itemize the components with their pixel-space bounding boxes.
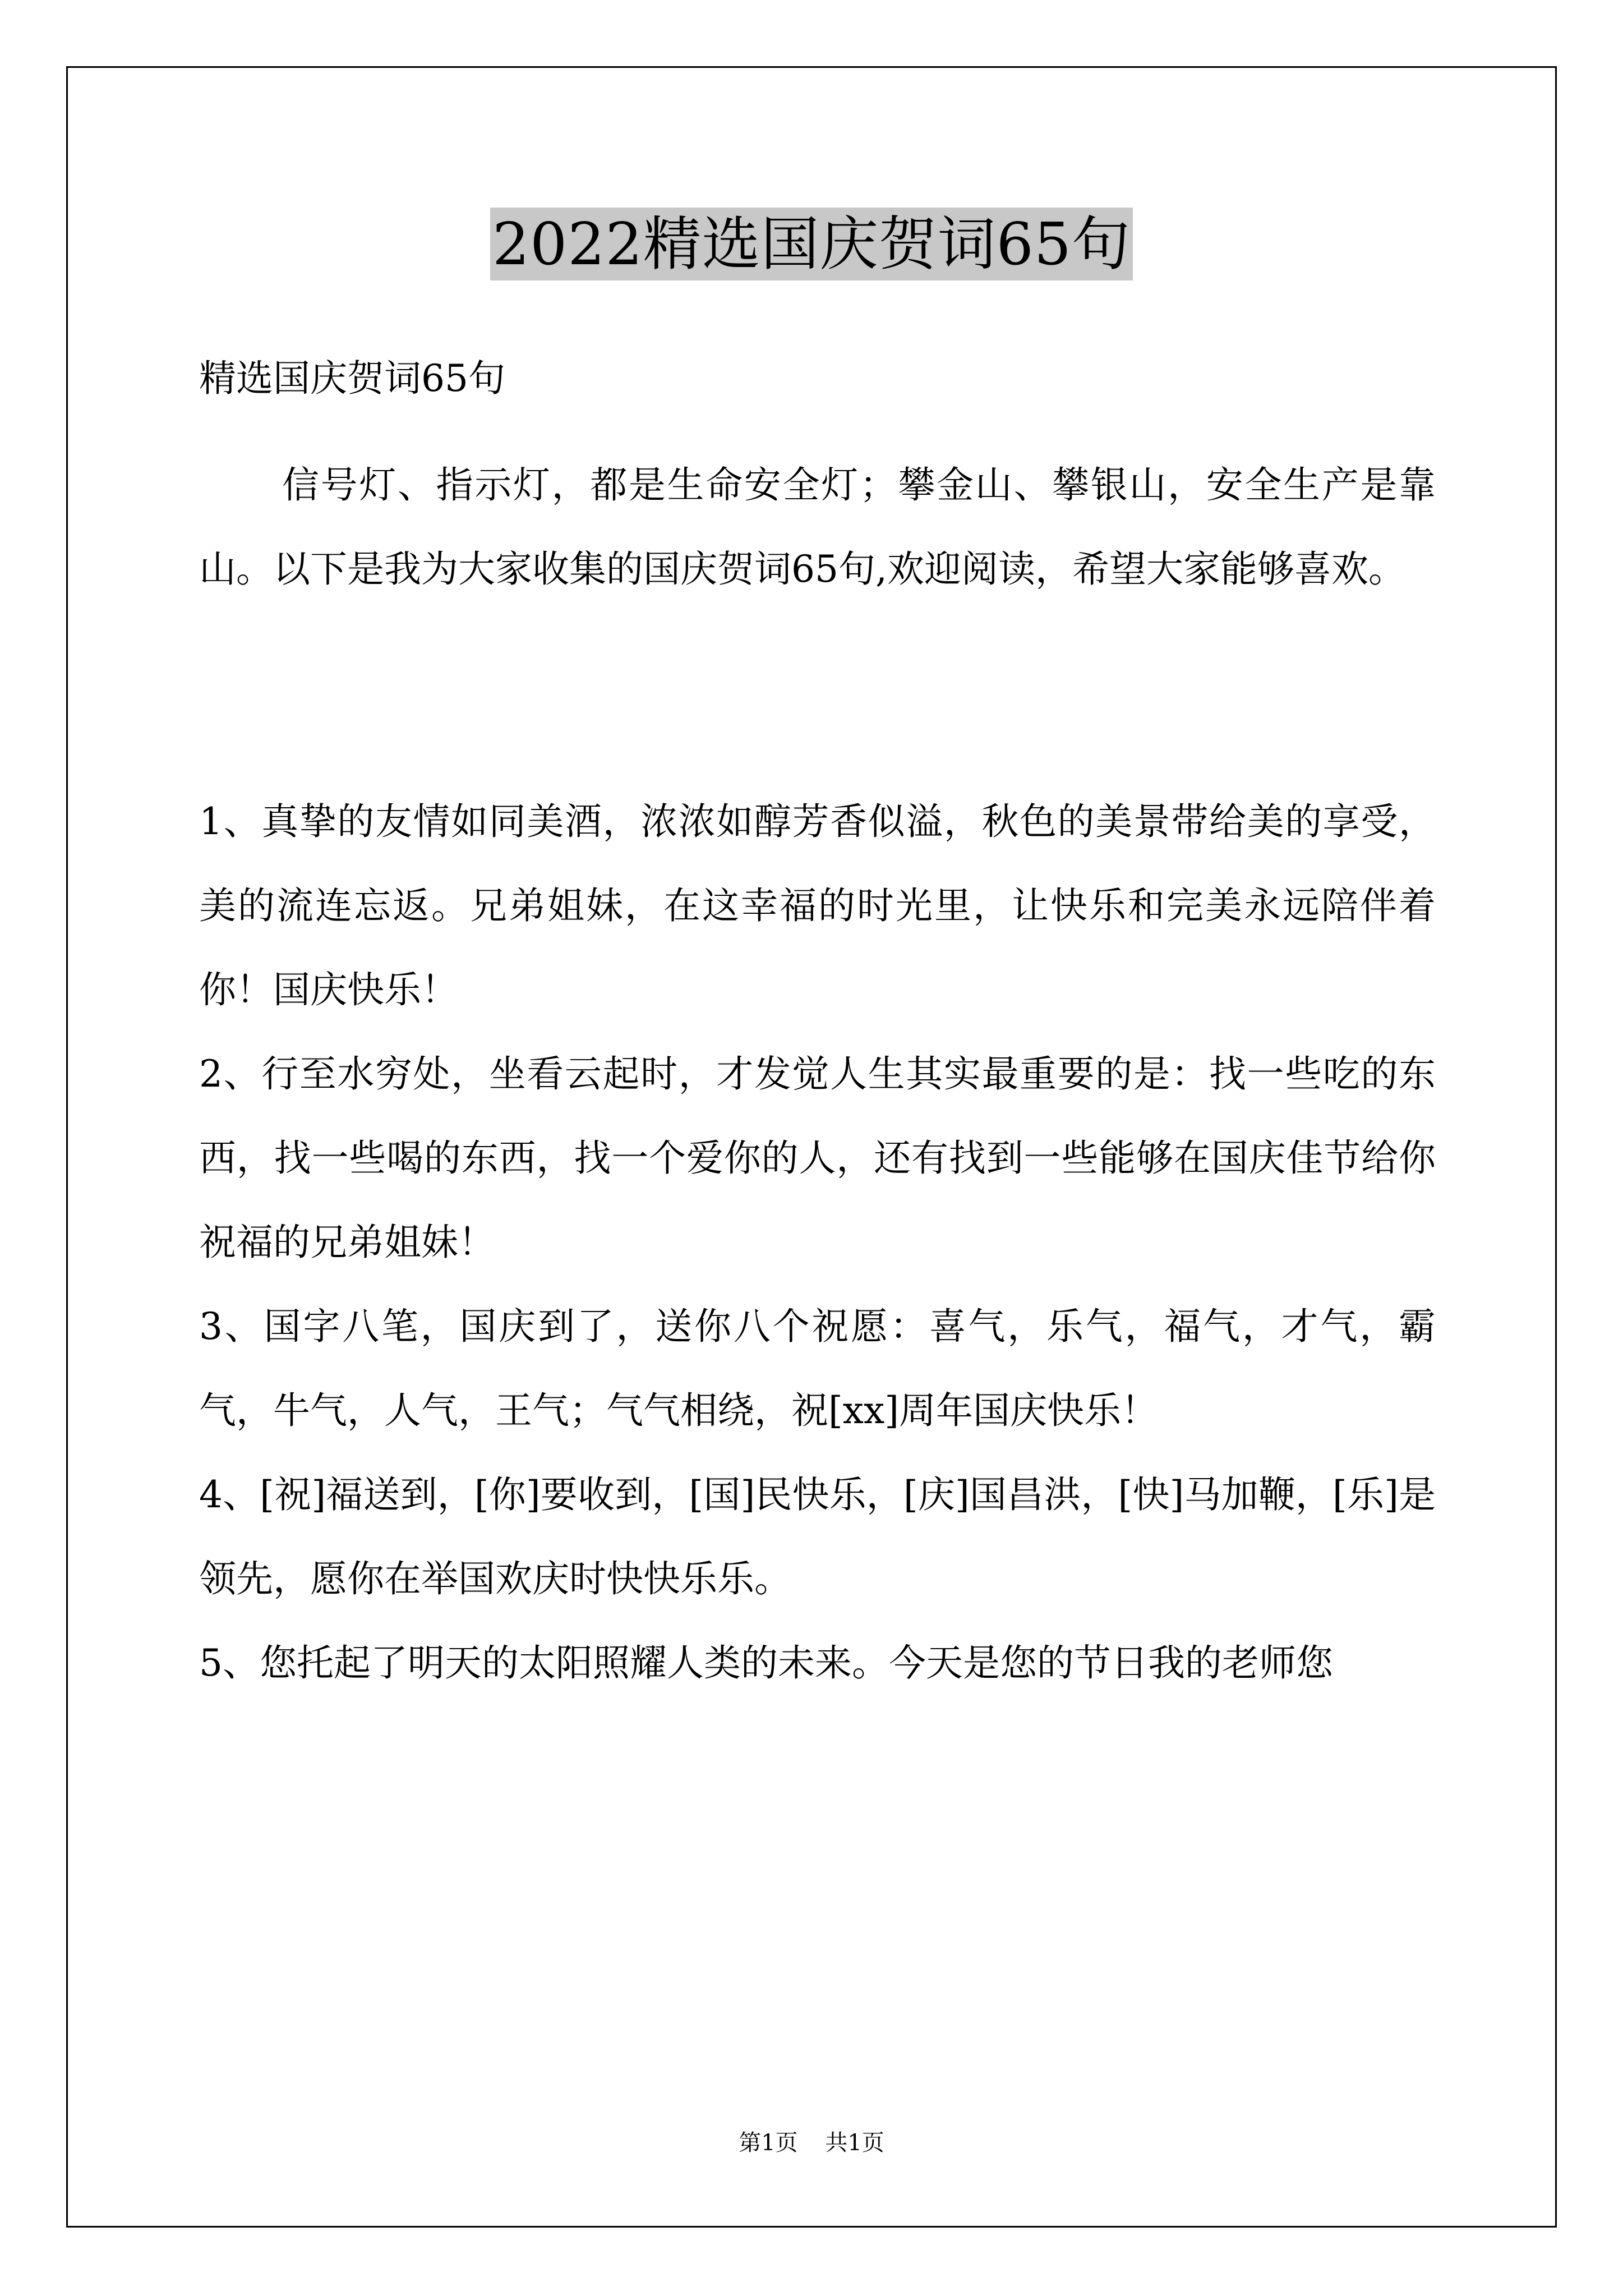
document-body — [199, 443, 1436, 1705]
document-title: 2022精选国庆贺词65句 — [490, 208, 1133, 280]
paragraph-spacer — [199, 611, 1436, 780]
list-item: 1、真挚的友情如同美酒，浓浓如醇芳香似溢，秋色的美景带给美的享受，美的流连忘返。兄弟姐妹，在这幸福的时光里，让快乐和完美永远陪伴着你！国庆快乐！ — [199, 800, 1436, 1011]
intro-paragraph: 信号灯、指示灯，都是生命安全灯；攀金山、攀银山，安全生产是靠山。以下是我为大家收集的国庆贺词65句,欢迎阅读，希望大家能够喜欢。 — [199, 463, 1436, 591]
list-item: 4、[祝]福送到，[你]要收到，[国]民快乐，[庆]国昌洪，[快]马加鞭，[乐]是领先，愿你在举国欢庆时快快乐乐。 — [199, 1473, 1436, 1600]
page-number-current: 第1页 — [739, 2130, 798, 2156]
document-subtitle: 精选国庆贺词65句 — [199, 357, 505, 400]
title-container — [0, 208, 1623, 280]
page-footer — [0, 2126, 1623, 2160]
list-item: 2、行至水穷处，坐看云起时，才发觉人生其实最重要的是：找一些吃的东西，找一些喝的东西，找一个爱你的人，还有找到一些能够在国庆佳节给你祝福的兄弟姐妹！ — [199, 1052, 1436, 1264]
page-number-total: 共1页 — [825, 2130, 884, 2156]
list-item: 5、您托起了明天的太阳照耀人类的未来。今天是您的节日我的老师您 — [199, 1641, 1333, 1685]
list-item: 3、国字八笔，国庆到了，送你八个祝愿：喜气，乐气，福气，才气，霸气，牛气，人气，王气；气气相绕，祝[xx]周年国庆快乐！ — [199, 1305, 1436, 1432]
